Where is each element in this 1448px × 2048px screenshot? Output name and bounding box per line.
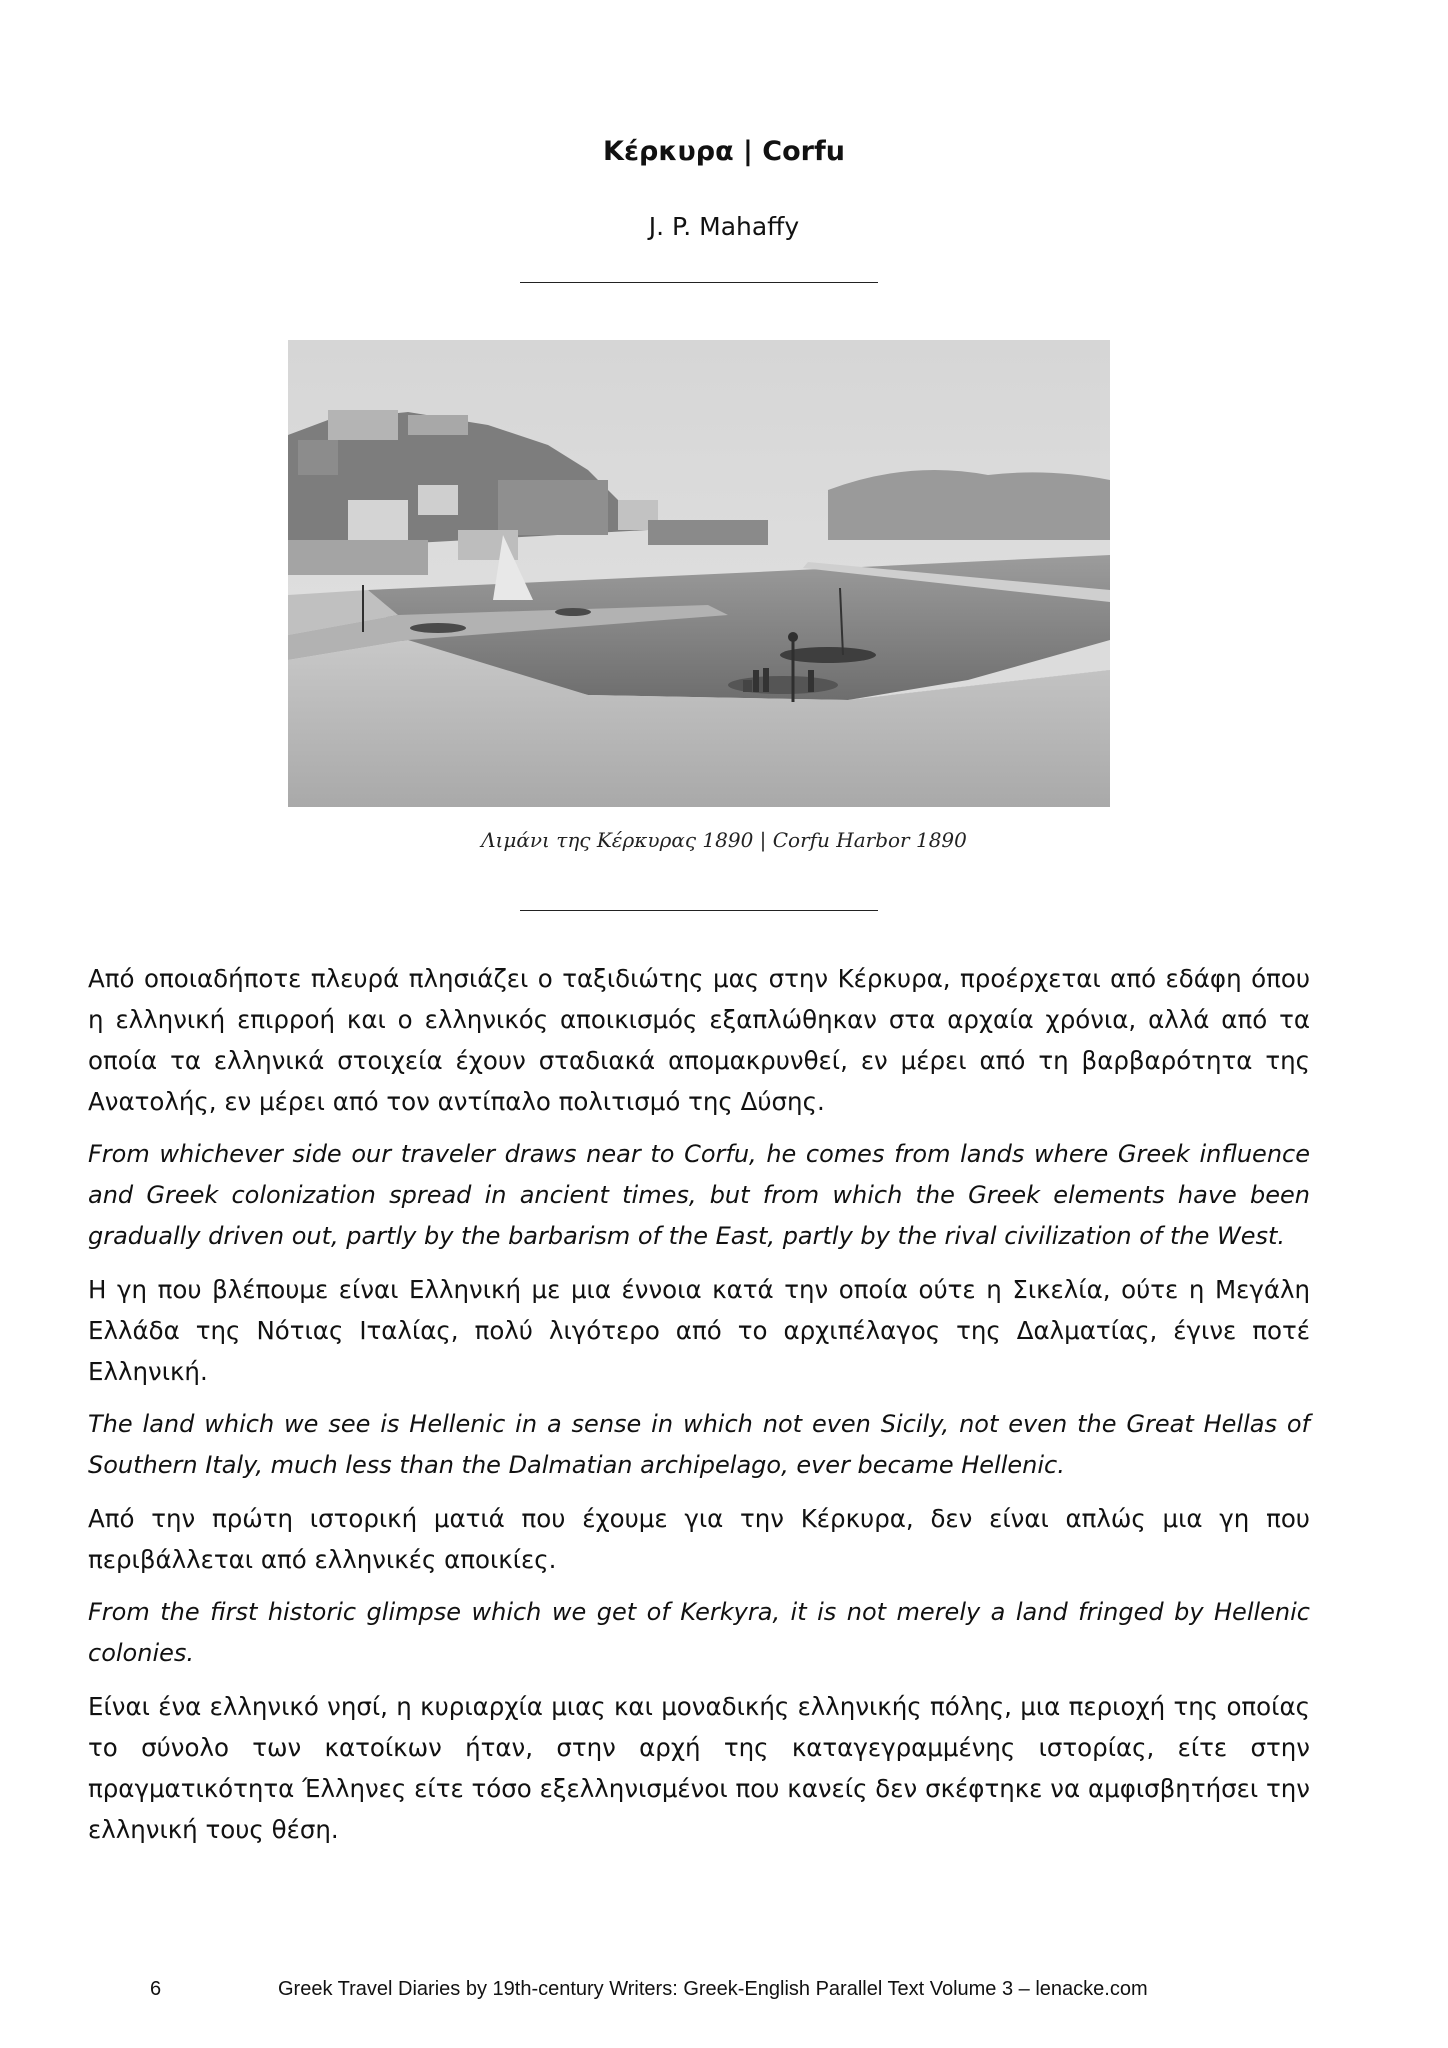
paragraph-english: From the first historic glimpse which we get of Kerkyra, it is not merely a land fringed by Hellenic colonies. [88,1598,1310,1667]
paragraph-greek: Είναι ένα ελληνικό νησί, η κυριαρχία μιας και μοναδικής ελληνικής πόλης, μια περιοχή της οποίας το σύνολο των κατοίκων ήταν, στην αρχή της καταγεγραμμένης ιστορίας, είτε στην πραγματικότητα Έλληνες είτε τόσο εξελληνισμένοι που κανείς δεν σκέφτηκε να αμφισβητήσει την ελληνική τους θέση. [88,1692,1310,1844]
divider-top [520,282,878,283]
paragraph-english: From whichever side our traveler draws near to Corfu, he comes from lands where Greek influence and Greek colonization spread in ancient times, but from which the Greek elements have been gradually driven out, partly by the barbarism of the East, partly by the rival civilization of the West. [88,1140,1310,1250]
harbor-photo-illustration [288,340,1110,807]
paragraph-greek: Από την πρώτη ιστορική ματιά που έχουμε για την Κέρκυρα, δεν είναι απλώς μια γη που περιβάλλεται από ελληνικές αποικίες. [88,1504,1310,1574]
paragraph-greek: Η γη που βλέπουμε είναι Ελληνική με μια έννοια κατά την οποία ούτε η Σικελία, ούτε η Μεγάλη Ελλάδα της Νότιας Ιταλίας, πολύ λιγότερο από το αρχιπέλαγος της Δαλματίας, έγινε ποτέ Ελληνική. [88,1275,1310,1386]
page-footer [0,1978,1448,2008]
divider-bottom [520,910,878,911]
harbor-photo [288,340,1110,807]
footer-text: Greek Travel Diaries by 19th-century Writers: Greek-English Parallel Text Volume 3 – lenacke.com [278,1978,1148,2000]
paragraph-greek: Από οποιαδήποτε πλευρά πλησιάζει ο ταξιδιώτης μας στην Κέρκυρα, προέρχεται από εδάφη όπου η ελληνική επιρροή και ο ελληνικός αποικισμός εξαπλώθηκαν στα αρχαία χρόνια, αλλά από τα οποία τα ελληνικά στοιχεία έχουν σταδιακά απομακρυνθεί, εν μέρει από τη βαρβαρότητα της Ανατολής, εν μέρει από τον αντίπαλο πολιτισμό της Δύσης. [88,964,1310,1116]
page-number: 6 [150,1978,162,2000]
author-name: J. P. Mahaffy [648,212,800,241]
page-title: Κέρκυρα | Corfu [603,136,845,167]
body-text [88,958,1310,1862]
paragraph-english: The land which we see is Hellenic in a sense in which not even Sicily, not even the Great Hellas of Southern Italy, much less than the Dalmatian archipelago, ever became Hellenic. [88,1410,1310,1479]
image-caption: Λιμάνι της Κέρκυρας 1890 | Corfu Harbor 1890 [481,828,967,852]
